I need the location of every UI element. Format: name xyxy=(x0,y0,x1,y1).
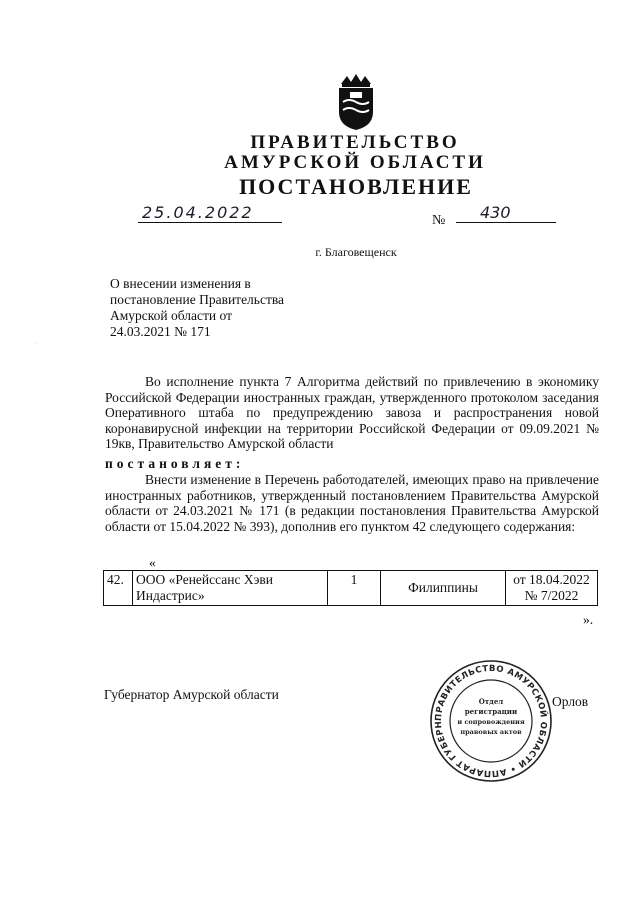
stamp-text-line: Отдел xyxy=(478,697,504,706)
subject-line: О внесении изменения в xyxy=(110,276,251,291)
number-sign: № xyxy=(432,213,446,228)
stamp-text-line: правовых актов xyxy=(460,728,522,736)
signatory-name: Орлов xyxy=(552,694,589,709)
row-number: 42. xyxy=(104,571,133,606)
signatory-position: Губернатор Амурской области xyxy=(104,687,279,702)
closing-quote: ». xyxy=(583,612,594,627)
subject-line: Амурской области от xyxy=(110,308,232,323)
subject-line: постановление Правительства xyxy=(110,292,285,307)
city-line: г. Благовещенск xyxy=(315,245,397,259)
subject-line: 24.03.2021 № 171 xyxy=(110,324,211,339)
stamp-text-line: и сопровождения xyxy=(457,718,525,726)
preamble-paragraph: Во исполнение пункта 7 Алгоритма действий по привлечению в экономику Российской Федерации иностранных граждан, утвержденного протоколом заседания Оперативного штаба по предупреждению завоза и распространения новой коронавирусной инфекции на территории Российской Федерации от 09.09.2021 № 19кв, Правительство Амурской области xyxy=(105,374,599,451)
resolves-heading: постановляет: xyxy=(105,456,245,471)
decree-date: 25.04.2022 xyxy=(138,203,282,223)
org-title-line1: ПРАВИТЕЛЬСТВО xyxy=(250,132,460,153)
country-cell: Филиппины xyxy=(381,571,506,606)
coat-of-arms-emblem xyxy=(333,72,379,132)
opening-quote: « xyxy=(149,555,156,570)
decree-subject xyxy=(110,276,284,340)
stamp-ring-text: ПРАВИТЕЛЬСТВО АМУРСКОЙ ОБЛАСТИ • АППАРАТ ГУБЕРН xyxy=(433,663,549,779)
decree-number: 430 xyxy=(456,203,556,223)
employer-name: ООО «Ренейссанс Хэви Индастрис» xyxy=(133,571,328,606)
employer-table xyxy=(103,570,598,606)
registration-stamp xyxy=(428,658,554,784)
worker-quantity: 1 xyxy=(328,571,381,606)
protocol-number: № 7/2022 xyxy=(524,588,579,603)
org-title-line2: АМУРСКОЙ ОБЛАСТИ xyxy=(224,152,486,173)
protocol-date: от 18.04.2022 xyxy=(513,572,590,587)
table-row xyxy=(104,571,598,606)
item-paragraph: Внести изменение в Перечень работодателей, имеющих право на привлечение иностранных работников, утвержденный постановлением Правительства Амурской области от 24.03.2021 № 171 (в редакции постановления Правительства Амурской области от 15.04.2022 № 393), дополнив его пунктом 42 следующего содержания: xyxy=(105,472,599,534)
protocol-note xyxy=(506,571,598,606)
stamp-text-line: регистрации xyxy=(464,707,518,716)
margin-mark: · xyxy=(34,341,36,347)
document-type: ПОСТАНОВЛЕНИЕ xyxy=(239,174,473,199)
